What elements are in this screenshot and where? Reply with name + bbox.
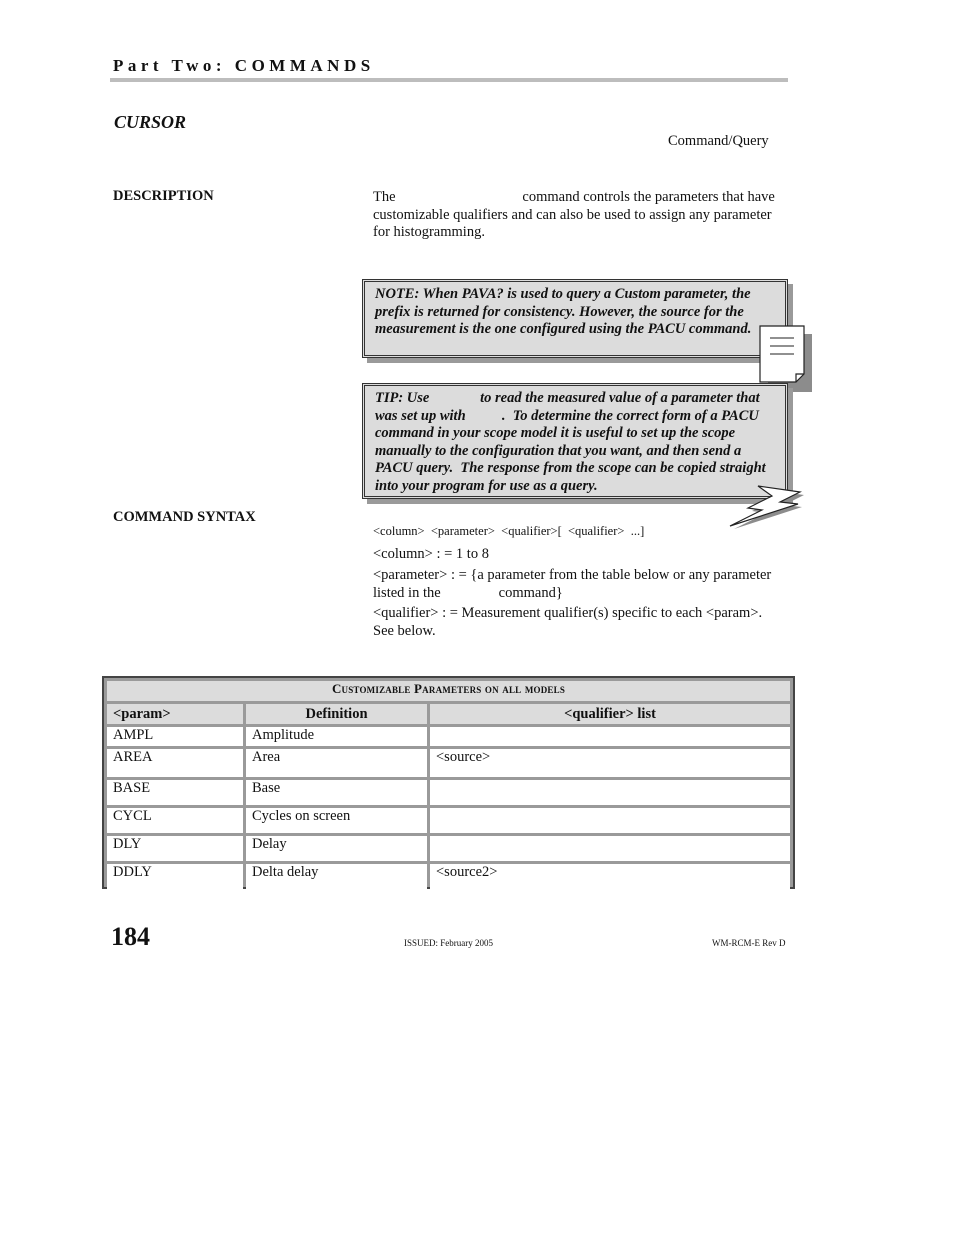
issued-date: ISSUED: February 2005 (404, 938, 493, 948)
parameters-table-grid (104, 678, 793, 892)
table-cell: AMPL (107, 727, 243, 746)
parameters-table (102, 676, 795, 889)
note-box (362, 279, 788, 358)
table-cell: Cycles on screen (246, 808, 427, 833)
table-row (107, 727, 790, 746)
table-cell (430, 780, 790, 805)
note-page-icon (756, 322, 814, 392)
table-caption: Customizable Parameters on all models (107, 681, 790, 701)
description-label: DESCRIPTION (113, 188, 214, 204)
note-text: NOTE: When PAVA? is used to query a Custom parameter, the prefix is returned for consistency. However, the source for the measurement is the one configured using the PACU command. (375, 286, 752, 337)
table-row (107, 808, 790, 833)
table-cell: <source2> (430, 864, 790, 889)
table-header-qualifier: <qualifier> list (430, 704, 790, 724)
table-cell: BASE (107, 780, 243, 805)
table-cell: DLY (107, 836, 243, 861)
command-syntax-label: COMMAND SYNTAX (113, 509, 256, 525)
table-cell: CYCL (107, 808, 243, 833)
qualifier-definition: <qualifier> : = Measurement qualifier(s) specific to each <param>. See below. (373, 605, 763, 639)
section-title: CURSOR (114, 112, 187, 132)
table-cell (430, 727, 790, 746)
column-definition: <column> : = 1 to 8 (373, 546, 489, 562)
syntax-line: <column> <parameter> <qualifier>[ <qualifier> ...] (373, 524, 645, 538)
description-text: The command controls the parameters that have customizable qualifiers and can also be used to assign any parameter for histogramming. (373, 189, 779, 240)
command-type: Command/Query (668, 133, 769, 149)
page-number: 184 (111, 922, 150, 951)
header-title: Part Two: COMMANDS (113, 56, 375, 75)
lightning-icon (718, 480, 804, 530)
table-row (107, 780, 790, 805)
table-cell: DDLY (107, 864, 243, 889)
table-row (107, 749, 790, 777)
table-cell: <source> (430, 749, 790, 777)
table-cell: Area (246, 749, 427, 777)
header-rule (110, 78, 788, 82)
table-header-definition: Definition (246, 704, 427, 724)
table-cell (430, 836, 790, 861)
table-cell: Delta delay (246, 864, 427, 889)
tip-text: TIP: Use to read the measured value of a parameter that was set up with . To determine the correct form of a PACU command in your scope model it is useful to set up the scope manually to the configuration that you want, and then send a PACU query. The response from the scope can be copied straight into your program for use as a query. (375, 390, 770, 494)
table-cell: AREA (107, 749, 243, 777)
parameter-definition: <parameter> : = {a parameter from the table below or any parameter listed in the command} (373, 567, 775, 601)
table-cell: Base (246, 780, 427, 805)
table-row (107, 836, 790, 861)
table-row (107, 864, 790, 889)
table-cell: Delay (246, 836, 427, 861)
table-cell (430, 808, 790, 833)
document-id: WM-RCM-E Rev D (712, 938, 786, 948)
table-header-param: <param> (107, 704, 243, 724)
table-cell: Amplitude (246, 727, 427, 746)
